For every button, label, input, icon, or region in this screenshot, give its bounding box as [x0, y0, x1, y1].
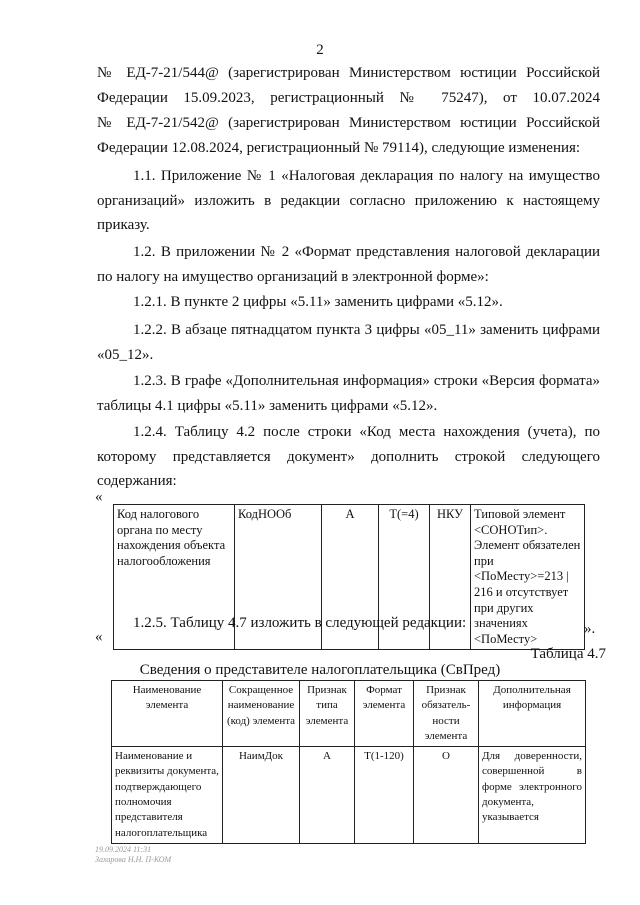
- paragraph-1-2-5: 1.2.5. Таблицу 4.7 изложить в следующей редакции:: [133, 615, 467, 631]
- closing-quote: ».: [584, 621, 596, 637]
- paragraph-1-2-2: 1.2.2. В абзаце пятнадцатом пункта 3 цифры «05_11» заменить цифрами «05_12».: [97, 322, 600, 363]
- table-header-row: [112, 681, 586, 747]
- cell-format: Т(=4): [379, 505, 430, 650]
- cell-required: О: [414, 747, 479, 844]
- table-4-7-label: Таблица 4.7: [530, 646, 606, 662]
- paragraph-1-2-1: 1.2.1. В пункте 2 цифры «5.11» заменить цифрами «5.12».: [133, 294, 503, 310]
- paragraph-1-2-4: 1.2.4. Таблицу 4.2 после строки «Код места нахождения (учета), по которому представляется документ» дополнить строкой следующего содержания:: [97, 424, 600, 490]
- cell-element-name: Наименование и реквизиты документа, подтверждающего полномочия представителя налогоплательщика: [112, 747, 223, 844]
- header-info: Дополнительная информация: [479, 681, 586, 747]
- paragraph-1-2-3: 1.2.3. В графе «Дополнительная информация» строки «Версия формата» таблицы 4.1 цифры «5.11» заменить цифрами «5.12».: [97, 373, 600, 414]
- cell-type: А: [300, 747, 355, 844]
- paragraph-1-1: 1.1. Приложение № 1 «Налоговая декларация по налогу на имущество организаций» изложить в редакции согласно приложению к настоящему приказу.: [97, 168, 600, 234]
- page-number: 2: [316, 42, 324, 58]
- intro-line-1: № ЕД-7-21/544@ (зарегистрирован Министерством юстиции Российской: [97, 65, 600, 81]
- cell-required: НКУ: [430, 505, 471, 650]
- signature-stamp-line-1: 19.09.2024 11:31: [95, 845, 152, 854]
- header-required: Признак обязатель- ности элемента: [414, 681, 479, 747]
- cell-info: Для доверенности, совершенной в форме электронного документа, указывается: [479, 747, 586, 844]
- header-short-name: Сокращенное наименование (код) элемента: [223, 681, 300, 747]
- intro-line-2: Федерации 15.09.2023, регистрационный № 75247), от 10.07.2024: [97, 90, 600, 106]
- cell-short-name: КодНООб: [235, 505, 322, 650]
- cell-type: А: [322, 505, 379, 650]
- header-format: Формат элемента: [355, 681, 414, 747]
- header-element-name: Наименование элемента: [112, 681, 223, 747]
- opening-quote-2: «: [95, 629, 103, 645]
- opening-quote-1: «: [95, 489, 103, 505]
- paragraph-1-2: 1.2. В приложении № 2 «Формат представления налоговой декларации по налогу на имущество организаций в электронной форме»:: [97, 244, 600, 285]
- cell-short-name: НаимДок: [223, 747, 300, 844]
- intro-line-3: № ЕД-7-21/542@ (зарегистрирован Министерством юстиции Российской: [97, 115, 600, 131]
- table-4-7: [111, 680, 586, 844]
- intro-line-4: Федерации 12.08.2024, регистрационный № 79114), следующие изменения:: [97, 140, 581, 156]
- cell-element-name: Код налогового органа по месту нахождения объекта налогообложения: [114, 505, 235, 650]
- cell-format: Т(1-120): [355, 747, 414, 844]
- table-4-7-title: Сведения о представителе налогоплательщика (СвПред): [139, 662, 501, 678]
- header-type: Признак типа элемента: [300, 681, 355, 747]
- cell-info: Типовой элемент <СОНОТип>. Элемент обязателен при <ПоМесту>=213 | 216 и отсутствует при других значениях <ПоМесту>: [471, 505, 585, 650]
- signature-stamp-line-2: Захарова Н.Н. П-КОМ: [95, 855, 172, 864]
- table-row: [112, 747, 586, 844]
